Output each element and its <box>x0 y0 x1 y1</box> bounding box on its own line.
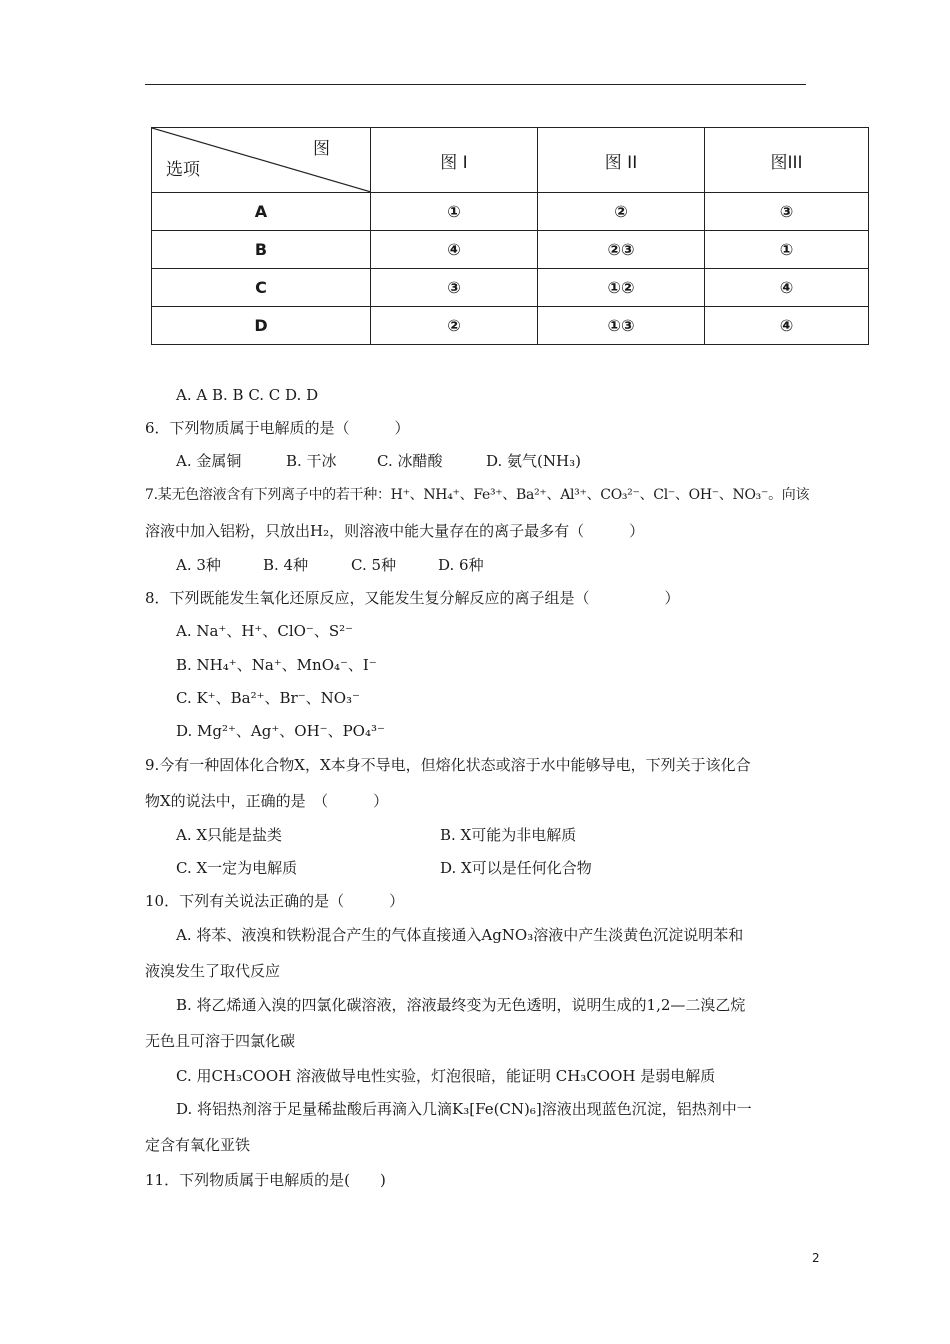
q5-answers: A. A B. B C. C D. D <box>176 386 319 404</box>
q7-option-d: D. 6种 <box>438 556 484 574</box>
table-cell: ① <box>705 231 869 269</box>
q9-stem-line2: 物X的说法中，正确的是 （ ） <box>145 792 389 810</box>
table-cell: ② <box>371 307 538 345</box>
table-cell: ④ <box>705 269 869 307</box>
table-row <box>152 307 869 345</box>
option-cell: A <box>152 193 371 231</box>
corner-top-label: 图 <box>313 139 330 159</box>
table-cell: ② <box>538 193 705 231</box>
q6-option-c: C. 冰醋酸 <box>377 452 443 470</box>
q9-option-d: D. X可以是任何化合物 <box>440 859 592 877</box>
table-row <box>152 193 869 231</box>
q11-stem: 11．下列物质属于电解质的是( ) <box>145 1171 386 1189</box>
table-cell: ④ <box>371 231 538 269</box>
table-header-row <box>152 128 869 193</box>
column-header-3: 图III <box>705 128 869 193</box>
q8-option-d: D. Mg²⁺、Ag⁺、OH⁻、PO₄³⁻ <box>176 722 385 740</box>
q9-option-b: B. X可能为非电解质 <box>440 826 577 844</box>
q8-option-c: C. K⁺、Ba²⁺、Br⁻、NO₃⁻ <box>176 689 360 707</box>
table-row <box>152 269 869 307</box>
diagonal-header-cell <box>152 128 371 193</box>
table-cell: ②③ <box>538 231 705 269</box>
option-cell: C <box>152 269 371 307</box>
table-cell: ③ <box>705 193 869 231</box>
q6-option-d: D. 氨气(NH₃) <box>486 452 581 470</box>
answer-table <box>151 127 869 345</box>
corner-bottom-label: 选项 <box>166 160 200 180</box>
q8-option-a: A. Na⁺、H⁺、ClO⁻、S²⁻ <box>176 622 354 640</box>
q10-stem: 10．下列有关说法正确的是（ ） <box>145 892 405 910</box>
q6-option-a: A. 金属铜 <box>176 452 242 470</box>
table-cell: ①③ <box>538 307 705 345</box>
q10-option-a-line1: A. 将苯、液溴和铁粉混合产生的气体直接通入AgNO₃溶液中产生淡黄色沉淀说明苯和 <box>176 926 744 944</box>
q9-stem-line1: 9.今有一种固体化合物X，X本身不导电，但熔化状态或溶于水中能够导电，下列关于该化合 <box>145 756 751 774</box>
option-cell: B <box>152 231 371 269</box>
q6-stem: 6．下列物质属于电解质的是（ ） <box>145 419 410 437</box>
table-cell: ①② <box>538 269 705 307</box>
q7-option-b: B. 4种 <box>263 556 309 574</box>
q7-stem-line1: 7.某无色溶液含有下列离子中的若干种：H⁺、NH₄⁺、Fe³⁺、Ba²⁺、Al³⁺、CO₃²⁻、Cl⁻、OH⁻、NO₃⁻。向该 <box>145 487 810 503</box>
table-cell: ① <box>371 193 538 231</box>
q7-option-a: A. 3种 <box>176 556 221 574</box>
q10-option-b-line1: B. 将乙烯通入溴的四氯化碳溶液，溶液最终变为无色透明，说明生成的1,2—二溴乙烷 <box>176 996 746 1014</box>
q9-option-c: C. X一定为电解质 <box>176 859 298 877</box>
option-cell: D <box>152 307 371 345</box>
column-header-1: 图 I <box>371 128 538 193</box>
table-cell: ③ <box>371 269 538 307</box>
q7-stem-line2: 溶液中加入铝粉，只放出H₂，则溶液中能大量存在的离子最多有（ ） <box>145 522 645 540</box>
q8-stem: 8．下列既能发生氧化还原反应，又能发生复分解反应的离子组是（ ） <box>145 589 680 607</box>
q10-option-a-line2: 液溴发生了取代反应 <box>145 962 281 980</box>
q9-option-a: A. X只能是盐类 <box>176 826 283 844</box>
q10-option-c: C. 用CH₃COOH 溶液做导电性实验，灯泡很暗，能证明 CH₃COOH 是弱电解质 <box>176 1067 716 1085</box>
q8-option-b: B. NH₄⁺、Na⁺、MnO₄⁻、I⁻ <box>176 656 377 674</box>
column-header-2: 图 II <box>538 128 705 193</box>
q6-option-b: B. 干冰 <box>286 452 337 470</box>
table-row <box>152 231 869 269</box>
q10-option-d-line2: 定含有氧化亚铁 <box>145 1136 251 1154</box>
header-rule <box>145 84 806 85</box>
q10-option-b-line2: 无色且可溶于四氯化碳 <box>145 1032 296 1050</box>
page-number: 2 <box>812 1251 820 1265</box>
q7-option-c: C. 5种 <box>351 556 397 574</box>
q10-option-d-line1: D. 将铝热剂溶于足量稀盐酸后再滴入几滴K₃[Fe(CN)₆]溶液出现蓝色沉淀，铝热剂中一 <box>176 1100 752 1118</box>
table-cell: ④ <box>705 307 869 345</box>
